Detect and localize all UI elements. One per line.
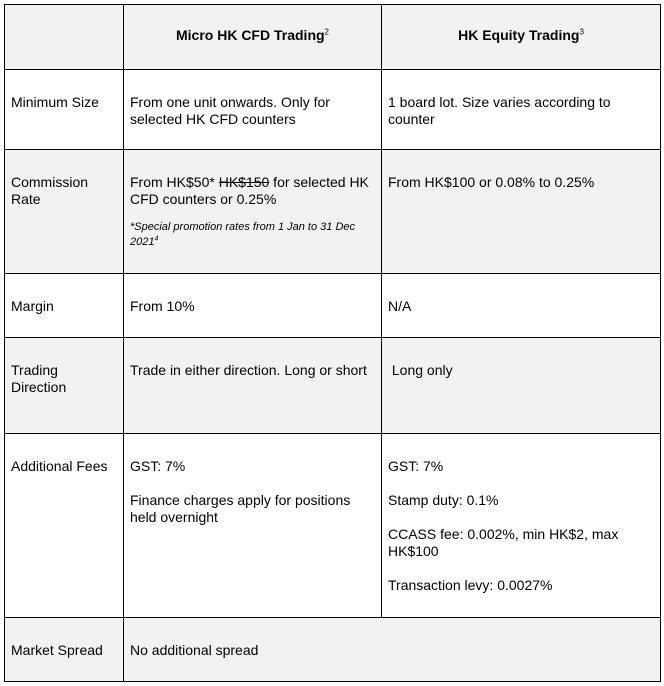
- cfd-commission-rest: for selected HK CFD counters or 0.25%: [130, 174, 369, 207]
- header-blank-cell: [5, 5, 124, 70]
- row-trading-direction: [5, 338, 661, 434]
- equity-additional-fees: [382, 434, 661, 618]
- promotion-note: [130, 220, 375, 250]
- equity-fee-item: GST: 7%: [388, 458, 444, 474]
- footnote-4: 4: [154, 235, 159, 243]
- row-commission-rate: [5, 150, 661, 274]
- cfd-fee-item: GST: 7%: [130, 458, 186, 474]
- promotion-note-text: *Special promotion rates from 1 Jan to 31 Dec 2021: [130, 221, 356, 248]
- cfd-commission-promo: From HK$50*: [130, 174, 219, 190]
- row-label-market-spread: Market Spread: [5, 618, 124, 682]
- equity-fee-item: Stamp duty: 0.1%: [388, 492, 499, 508]
- cfd-commission-text: [130, 174, 375, 208]
- row-label-trading-direction: Trading Direction: [5, 338, 124, 434]
- row-label-additional-fees: Additional Fees: [5, 434, 124, 618]
- cfd-fee-item: Finance charges apply for positions held overnight: [130, 492, 351, 525]
- cfd-trading-direction: Trade in either direction. Long or short: [124, 338, 382, 434]
- header-row: [5, 5, 661, 70]
- header-micro-hk-cfd-title: Micro HK CFD Trading: [175, 27, 325, 43]
- equity-margin: N/A: [382, 274, 661, 338]
- comparison-table: [4, 4, 661, 682]
- footnote-2: 2: [324, 27, 329, 37]
- cfd-additional-fees: [124, 434, 382, 618]
- header-hk-equity: [382, 5, 661, 70]
- equity-commission-rate: From HK$100 or 0.08% to 0.25%: [382, 150, 661, 274]
- header-micro-hk-cfd: [124, 5, 382, 70]
- equity-fee-item: Transaction levy: 0.0027%: [388, 577, 553, 593]
- row-margin: [5, 274, 661, 338]
- cfd-minimum-size: From one unit onwards. Only for selected HK CFD counters: [124, 70, 382, 150]
- equity-trading-direction: Long only: [382, 338, 661, 434]
- footnote-3: 3: [579, 27, 584, 37]
- cfd-market-spread: No additional spread: [124, 618, 661, 682]
- row-label-margin: Margin: [5, 274, 124, 338]
- row-market-spread: [5, 618, 661, 682]
- equity-minimum-size: 1 board lot. Size varies according to counter: [382, 70, 661, 150]
- equity-fee-item: CCASS fee: 0.002%, min HK$2, max HK$100: [388, 526, 619, 559]
- row-label-commission-rate: Commission Rate: [5, 150, 124, 274]
- row-minimum-size: [5, 70, 661, 150]
- row-additional-fees: [5, 434, 661, 618]
- cfd-commission-rate: [124, 150, 382, 274]
- header-hk-equity-title: HK Equity Trading: [458, 27, 580, 43]
- row-label-minimum-size: Minimum Size: [5, 70, 124, 150]
- cfd-margin: From 10%: [124, 274, 382, 338]
- cfd-commission-old-price: HK$150: [218, 174, 270, 190]
